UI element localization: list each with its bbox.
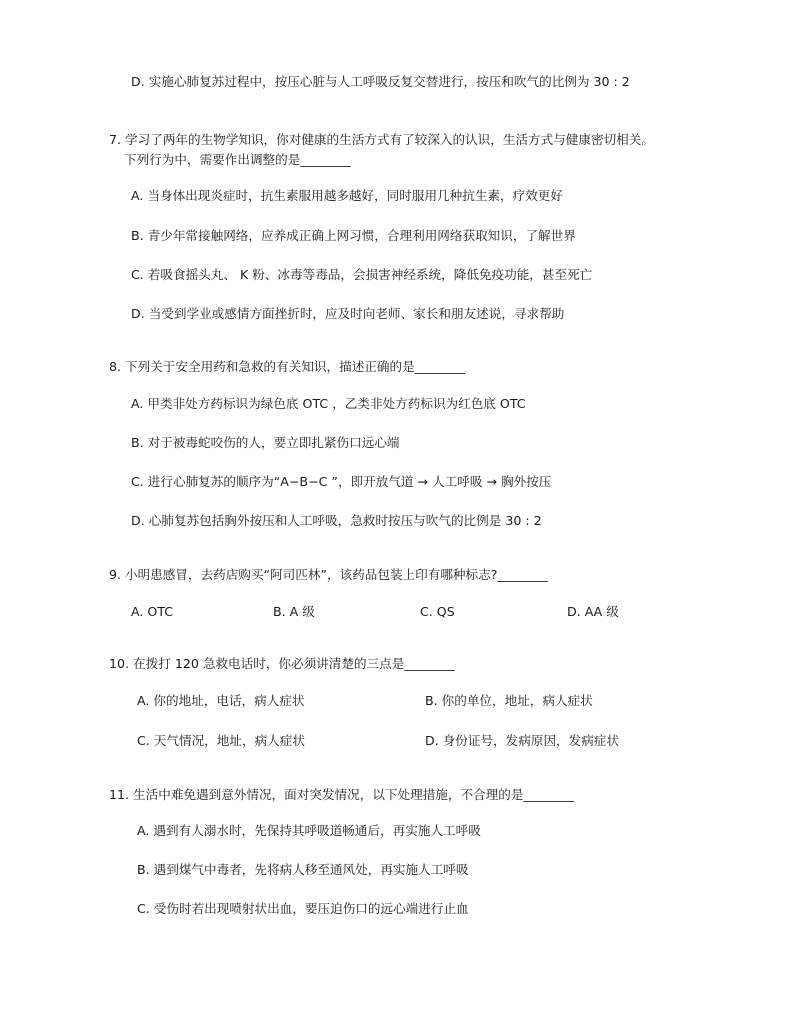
q7-stem-line1: 7. 学习了两年的生物学知识，你对健康的生活方式有了较深入的认识，生活方式与健康密切相关。	[109, 132, 654, 147]
q9-stem: 9. 小明患感冒，去药店购买“阿司匹林”，该药品包装上印有哪种标志?________	[109, 567, 548, 582]
q9-option-b[interactable]: B. A 级	[273, 604, 315, 619]
q8-stem: 8. 下列关于安全用药和急救的有关知识，描述正确的是________	[109, 359, 466, 374]
q10-option-b[interactable]: B. 你的单位，地址，病人症状	[425, 693, 593, 708]
q11-option-a[interactable]: A. 遇到有人溺水时，先保持其呼吸道畅通后，再实施人工呼吸	[137, 823, 481, 838]
q10-stem: 10. 在拨打 120 急救电话时，你必须讲清楚的三点是________	[109, 656, 455, 671]
q9-option-d[interactable]: D. AA 级	[567, 604, 619, 619]
q8-option-a[interactable]: A. 甲类非处方药标识为绿色底 OTC ，乙类非处方药标识为红色底 OTC	[131, 396, 526, 411]
q9-option-c[interactable]: C. QS	[420, 604, 455, 619]
q8-option-c[interactable]: C. 进行心肺复苏的顺序为“A−B−C ”，即开放气道 → 人工呼吸 → 胸外按压	[131, 474, 552, 489]
q7-option-d[interactable]: D. 当受到学业或感情方面挫折时，应及时向老师、家长和朋友述说，寻求帮助	[131, 306, 565, 321]
q11-option-b[interactable]: B. 遇到煤气中毒者，先将病人移至通风处，再实施人工呼吸	[137, 862, 469, 877]
q10-option-d[interactable]: D. 身份证号，发病原因，发病症状	[425, 733, 620, 748]
q10-option-a[interactable]: A. 你的地址，电话，病人症状	[137, 693, 305, 708]
q7-option-a[interactable]: A. 当身体出现炎症时，抗生素服用越多越好，同时服用几种抗生素，疗效更好	[131, 188, 563, 203]
q11-option-c[interactable]: C. 受伤时若出现喷射状出血，要压迫伤口的远心端进行止血	[137, 901, 469, 916]
q6-option-d: D. 实施心肺复苏过程中，按压心脏与人工呼吸反复交替进行，按压和吹气的比例为 30 : 2	[131, 74, 630, 89]
q7-option-b[interactable]: B. 青少年常接触网络，应养成正确上网习惯，合理利用网络获取知识，了解世界	[131, 228, 576, 243]
q9-option-a[interactable]: A. OTC	[131, 604, 174, 619]
q10-option-c[interactable]: C. 天气情况，地址，病人症状	[137, 733, 305, 748]
q8-option-d[interactable]: D. 心肺复苏包括胸外按压和人工呼吸，急救时按压与吹气的比例是 30 : 2	[131, 513, 542, 528]
q8-option-b[interactable]: B. 对于被毒蛇咬伤的人，要立即扎紧伤口远心端	[131, 435, 400, 450]
q7-option-c[interactable]: C. 若吸食摇头丸、 K 粉、冰毒等毒品，会损害神经系统，降低免疫功能，甚至死亡	[131, 267, 593, 282]
q11-stem: 11. 生活中难免遇到意外情况，面对突发情况，以下处理措施，不合理的是________	[109, 787, 574, 802]
q7-stem-line2: 下列行为中，需要作出调整的是________	[124, 152, 351, 167]
